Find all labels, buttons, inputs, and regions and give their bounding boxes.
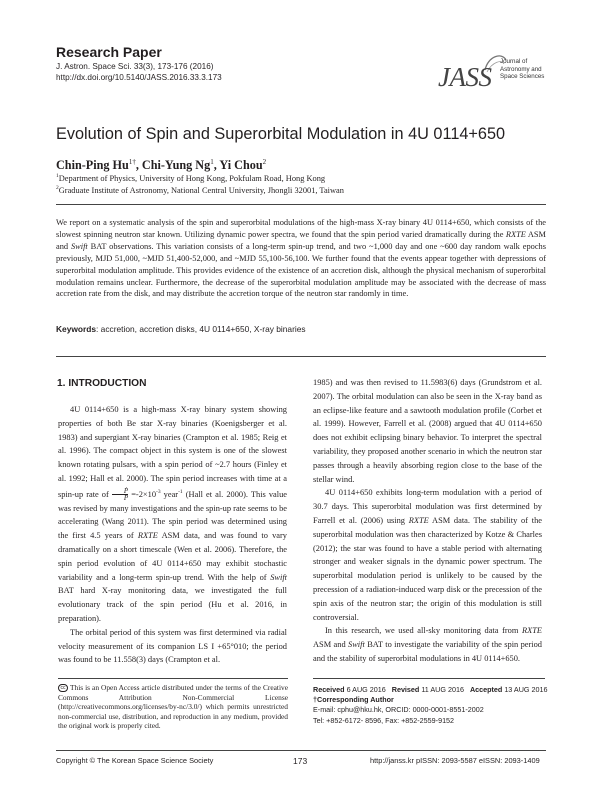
body-text: 4U 0114+650 is a high-mass X-ray binary system showing properties of both Be star X-ray binaries (Koenigsberger et al. 1983) and supergiant X-ray binaries (Crampton et al. 1985; Reig et al. 1996). The compact object in this system is one of the slowest known rotating pulsars, with a spin period of ~2.7 hours (Finley et al. 1992; Hall et al. 2000). The spin period increases with time at a spin-up rate of bbox=[58, 405, 287, 499]
body-text: BAT to investigate the variability of the spin period and the stability of superorbital modulations in 4U 0114+650. bbox=[313, 640, 542, 663]
superscript: -1 bbox=[178, 488, 183, 495]
logo-wordmark: JASS bbox=[438, 62, 492, 92]
author-separator: , bbox=[213, 158, 220, 173]
paragraph bbox=[313, 624, 542, 665]
body-text: ASM data, and was found to vary dramatically on a short timescale (Wen et al. 2006). Therefore, the spin period evolution of 4U 0114+650 may exhibit stochastic variability and a long-term spin-up trend. With the help of bbox=[58, 531, 287, 582]
body-text: ASM data. The stability of the superorbital modulation was then characterized by Kotze & Charles (2012); the star was found to have a stable period with alternating stronger and weaker signals in the dynamic power spectrum. The superorbital modulation period is unlikely to be caused by the precession of a radiation-induced warp disk or the precession of the spin axis of the neutron star; the origin of this modulation is still controversial. bbox=[313, 515, 543, 622]
emphasis: RXTE bbox=[408, 515, 429, 525]
emphasis: Swift bbox=[348, 640, 365, 650]
creative-commons-icon: cc bbox=[58, 684, 68, 692]
affiliation-2 bbox=[56, 183, 344, 196]
section-heading: 1. INTRODUCTION bbox=[57, 378, 147, 389]
footer-divider bbox=[56, 750, 546, 751]
journal-header bbox=[56, 44, 222, 83]
paragraph bbox=[58, 403, 287, 626]
revised-label: Revised bbox=[391, 685, 420, 694]
fraction-denominator: P bbox=[123, 494, 129, 503]
author-name: Chi-Yung Ng bbox=[141, 158, 211, 173]
license-divider bbox=[58, 678, 288, 679]
body-text: ASM and bbox=[313, 640, 349, 650]
paragraph: 1985) and was then revised to 11.5983(6) days (Grundstrom et al. 2007). The orbital modulation can also be seen in the X-ray band as an eclipse-like feature and a sawtooth modulation profile (Corbet et al. 1999). However, Farrell et al. (2008) argued that 4U 0114+650 does not exhibit eclipsing binary behavior. To interpret the spectral variability, they proposed another scenario in which the neutron star passes through a heavily absorbing region close to the base of the stellar wind. bbox=[313, 378, 542, 484]
superscript: -3 bbox=[156, 488, 161, 495]
emphasis: RXTE bbox=[137, 531, 158, 541]
abstract bbox=[56, 217, 546, 300]
logo-subtitle bbox=[500, 58, 544, 81]
author-separator: , bbox=[135, 158, 142, 173]
emphasis: Swift bbox=[270, 572, 287, 582]
body-text: In this research, we used all-sky monitoring data from bbox=[325, 626, 522, 636]
accepted-date: 13 AUG 2016 bbox=[504, 685, 548, 694]
body-text: BAT hard X-ray monitoring data, we investigated the full evolutionary track of the spin period (Hu et al. 2016, in preparation). bbox=[58, 586, 287, 624]
page-number: 173 bbox=[293, 756, 308, 766]
body-text: (Hall et al. 2000). This value was revised by many investigations and the spin-up rate seems to be accelerating (Wang 2011). The spin period was determined using the first 4.5 years of bbox=[58, 489, 287, 541]
logo-line-1: Journal of bbox=[500, 58, 528, 65]
license-text: This is an Open Access article distributed under the terms of the Creative Commons Attribution Non-Commercial License (http://creativecommons.org/licenses/by-nc/3.0/) which permits unrestricted non-commercial use, distribution, and reproduction in any medium, provided the original work is properly cited. bbox=[58, 683, 288, 731]
abstract-emphasis: RXTE bbox=[505, 229, 526, 239]
received-date: 6 AUG 2016 bbox=[346, 685, 386, 694]
body-text: year bbox=[160, 489, 179, 499]
article-dates bbox=[313, 685, 547, 726]
affiliation-text: Graduate Institute of Astronomy, National Central University, Jhongli 32001, Taiwan bbox=[58, 185, 344, 195]
header-divider bbox=[56, 204, 546, 205]
doi-link[interactable]: http://dx.doi.org/10.5140/JASS.2016.33.3.173 bbox=[56, 73, 222, 82]
keywords-label: Keywords bbox=[56, 324, 97, 334]
paragraph: The orbital period of this system was first determined via radial velocity measurement of its companion LS I +65°010; the period was found to be 11.558(3) days (Crampton et al. bbox=[58, 627, 287, 665]
affiliation-1 bbox=[56, 171, 325, 184]
paper-type: Research Paper bbox=[56, 44, 162, 60]
abstract-text: BAT observations. This variation consists of a long-term spin-up trend, and two ~1,000 day and one ~600 day random walk epochs previously, MJD 51,000, ~MJD 51,400-52,000, and ~MJD 55,100-56,100. We further found that the events appear together with depressions of superorbital modulation amplitude. This provides evidence of the existence of an accretion disk, although the physical mechanism of superorbital modulation remains unclear. Furthermore, the decrease of the superorbital modulation amplitude may be associated with the decrease of mass accretion rate from the disk, and may distribute the accretion torque of the neutron star randomly in time. bbox=[56, 241, 546, 299]
abstract-text: ASM and bbox=[56, 229, 546, 251]
keywords-text: : accretion, accretion disks, 4U 0114+650, X-ray binaries bbox=[96, 324, 306, 334]
affiliation-number: 1 bbox=[56, 173, 59, 179]
accepted-label: Accepted bbox=[469, 685, 503, 694]
license-notice bbox=[58, 683, 288, 731]
paragraph bbox=[313, 486, 542, 624]
affiliation-text: Department of Physics, University of Hong Kong, Pokfulam Road, Hong Kong bbox=[58, 173, 326, 183]
journal-reference: J. Astron. Space Sci. 33(3), 173-176 (2016) bbox=[56, 62, 214, 71]
keywords bbox=[56, 324, 306, 335]
body-text: =-2×10 bbox=[128, 489, 157, 499]
corresponding-author bbox=[313, 695, 547, 705]
author-email[interactable]: E-mail: cphu@hku.hk, ORCID: 0000-0001-8551-2002 bbox=[313, 705, 484, 715]
corresponding-author-label: †Corresponding Author bbox=[313, 695, 394, 705]
emphasis: RXTE bbox=[521, 626, 542, 636]
author-name: Yi Chou bbox=[219, 158, 263, 173]
issn-info[interactable]: http://janss.kr pISSN: 2093-5587 eISSN: 2093-1409 bbox=[370, 756, 540, 765]
right-column bbox=[313, 376, 542, 666]
fraction-numerator: Ṗ bbox=[112, 488, 128, 496]
logo-line-2: Astronomy and bbox=[500, 65, 542, 73]
author-affil-mark: 1 bbox=[210, 158, 214, 166]
dates-line bbox=[313, 685, 547, 695]
paper-title: Evolution of Spin and Superorbital Modulation in 4U 0114+650 bbox=[56, 125, 506, 143]
author-name: Chin-Ping Hu bbox=[56, 158, 129, 173]
dates-divider bbox=[313, 678, 545, 679]
jass-logo bbox=[438, 50, 548, 100]
body-text: 4U 0114+650 exhibits long-term modulation with a period of 30.7 days. This superorbital modulation was first determined by Farrell et al. (2006) using bbox=[313, 488, 542, 525]
abstract-text: We report on a systematic analysis of the spin and superorbital modulations of the high-mass X-ray binary 4U 0114+650, which consists of the slowest spinning neutron star known. Utilizing dynamic power spectra, we found that the spin period varied dramatically during the bbox=[56, 218, 546, 239]
revised-date: 11 AUG 2016 bbox=[421, 685, 464, 694]
abstract-divider bbox=[56, 356, 546, 357]
received-label: Received bbox=[313, 685, 345, 694]
affiliation-number: 2 bbox=[56, 185, 59, 191]
fraction bbox=[112, 488, 128, 502]
abstract-emphasis: Swift bbox=[70, 241, 88, 251]
logo-line-3: Space Sciences bbox=[500, 73, 545, 80]
author-affil-mark: 2 bbox=[262, 158, 267, 166]
copyright: Copyright © The Korean Space Science Society bbox=[56, 756, 214, 765]
author-affil-mark: 1† bbox=[128, 158, 136, 166]
author-phone: Tel: +852-6172- 8596, Fax: +852-2559-9152 bbox=[313, 715, 455, 725]
left-column bbox=[58, 403, 287, 667]
